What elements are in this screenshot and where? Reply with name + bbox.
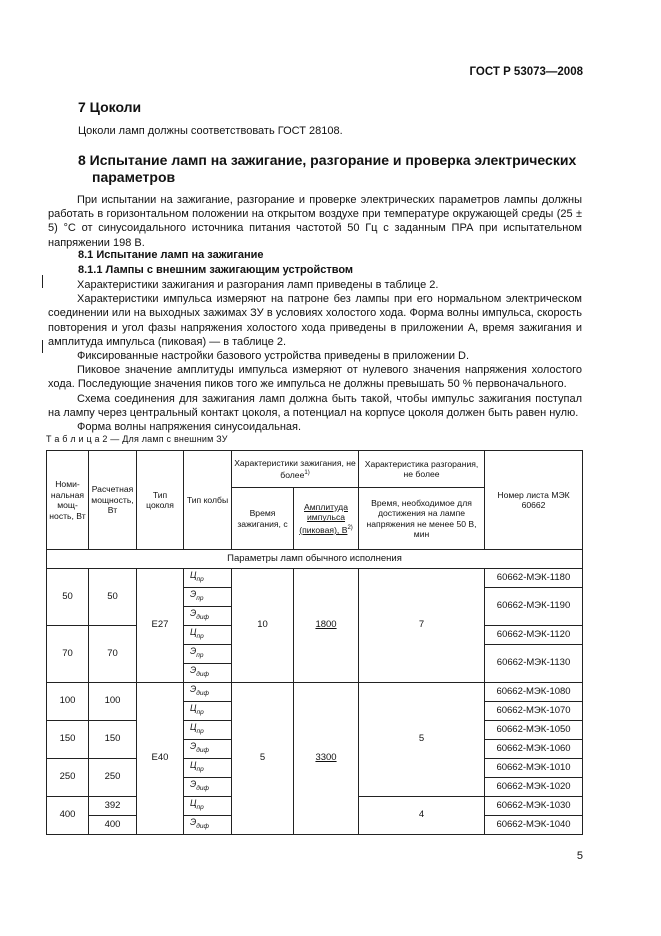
cell-warmup: 7 <box>359 569 485 683</box>
bulb-letter: Э <box>190 589 197 600</box>
cell-bulb <box>184 664 232 683</box>
cell-calc: 400 <box>89 816 137 835</box>
cell-sheet: 60662-МЭК-1190 <box>485 588 583 626</box>
change-bar <box>42 340 43 353</box>
paragraph-1: Характеристики зажигания и разгорания ламп приведены в таблице 2. <box>77 279 439 291</box>
bulb-sub: диф <box>196 614 209 622</box>
cell-nominal: 400 <box>47 797 89 835</box>
bulb-letter: Ц <box>190 703 197 714</box>
bulb-sub: диф <box>196 747 209 755</box>
bulb-sub: пр <box>196 595 204 603</box>
section-8-title-line1: 8 Испытание ламп на зажигание, разгорание и проверка электрических <box>78 152 577 168</box>
section-8-1-title: 8.1 Испытание ламп на зажигание <box>78 249 264 261</box>
section-8-paragraph: При испытании на зажигание, разгорание и проверке электрических параметров лампы должны работать в горизонтальном положении на открытом воздухе при температуре окружающей среды (25 ± 5) °С от синусоидального источника питания частотой 50 Гц с заданным ПРА при испытательном напряжении 198 В. <box>48 194 582 249</box>
section-8-title <box>78 152 576 186</box>
header-pulse-amplitude <box>294 488 359 550</box>
bulb-sub: пр <box>196 633 204 641</box>
bulb-sub: пр <box>196 804 204 812</box>
cell-sheet: 60662-МЭК-1180 <box>485 569 583 588</box>
bulb-letter: Э <box>190 817 197 828</box>
section-7-text: Цоколи ламп должны соответствовать ГОСТ 28108. <box>78 125 343 137</box>
cell-sheet: 60662-МЭК-1130 <box>485 645 583 683</box>
change-bar <box>42 275 43 288</box>
cell-warmup: 5 <box>359 683 485 797</box>
cell-calc: 150 <box>89 721 137 759</box>
cell-nominal: 150 <box>47 721 89 759</box>
bulb-letter: Э <box>190 646 197 657</box>
bulb-sub: пр <box>196 652 204 660</box>
bulb-sub: диф <box>196 823 209 831</box>
section-8-1-1-title: 8.1.1 Лампы с внешним зажигающим устройством <box>78 264 354 276</box>
table-2 <box>46 450 583 835</box>
cell-sheet: 60662-МЭК-1050 <box>485 721 583 740</box>
bulb-sub: диф <box>196 671 209 679</box>
bulb-sub: пр <box>196 766 204 774</box>
cell-bulb <box>184 683 232 702</box>
cell-calc: 50 <box>89 569 137 626</box>
cell-bulb <box>184 588 232 607</box>
cell-sheet: 60662-МЭК-1070 <box>485 702 583 721</box>
cell-base: E27 <box>137 569 184 683</box>
bulb-sub: пр <box>196 709 204 717</box>
cell-nominal: 50 <box>47 569 89 626</box>
bulb-letter: Э <box>190 665 197 676</box>
section-8-1-1-body <box>48 278 582 434</box>
paragraph-2: Характеристики импульса измеряют на патроне без лампы при его нормальном электрическом соединении или на выходных зажимах ЗУ в условиях холостого хода. Форма волны импульса, скорость повторения и угол фазы напряжения холостого хода приведены в приложении А, время зажигания и амплитуда импульса (пиковая) — в таблице 2. <box>48 293 582 348</box>
cell-warmup: 4 <box>359 797 485 835</box>
paragraph-5: Схема соединения для зажигания ламп должна быть такой, чтобы импульс зажигания поступал на лампу через центральный контакт цоколя, а потенциал на корпусе цоколя должен быть равен нулю. <box>48 392 582 419</box>
cell-nominal: 100 <box>47 683 89 721</box>
cell-bulb <box>184 569 232 588</box>
bulb-letter: Э <box>190 608 197 619</box>
bulb-sub: пр <box>196 728 204 736</box>
table-caption: Т а б л и ц а 2 — Для ламп с внешним ЗУ <box>46 434 228 444</box>
cell-nominal: 250 <box>47 759 89 797</box>
bulb-letter: Ц <box>190 570 197 581</box>
cell-bulb <box>184 797 232 816</box>
cell-bulb <box>184 759 232 778</box>
cell-nominal: 70 <box>47 626 89 683</box>
paragraph-6: Форма волны напряжения синусоидальная. <box>77 421 302 434</box>
section-8-title-line2: параметров <box>92 169 176 185</box>
header-base-type: Тип цоколя <box>137 451 184 550</box>
bulb-letter: Ц <box>190 798 197 809</box>
cell-bulb <box>184 721 232 740</box>
cell-time: 5 <box>232 683 294 835</box>
footnote-mark-2: 2) <box>347 524 353 531</box>
bulb-letter: Э <box>190 779 197 790</box>
footnote-mark-1: 1) <box>304 470 310 477</box>
header-nominal-power: Номи-нальная мощ-ность, Вт <box>47 451 89 550</box>
header-calc-power: Расчетная мощность, Вт <box>89 451 137 550</box>
cell-calc: 100 <box>89 683 137 721</box>
section-7-title: 7 Цоколи <box>78 99 142 115</box>
cell-bulb <box>184 740 232 759</box>
header-ignition-text: Характеристики зажигания, не более <box>234 457 356 480</box>
cell-bulb <box>184 816 232 835</box>
cell-base: E40 <box>137 683 184 835</box>
cell-bulb <box>184 626 232 645</box>
cell-bulb <box>184 645 232 664</box>
header-ignition <box>232 451 359 488</box>
bulb-letter: Ц <box>190 627 197 638</box>
cell-bulb <box>184 702 232 721</box>
cell-sheet: 60662-МЭК-1020 <box>485 778 583 797</box>
cell-sheet: 60662-МЭК-1030 <box>485 797 583 816</box>
cell-sheet: 60662-МЭК-1120 <box>485 626 583 645</box>
cell-calc: 70 <box>89 626 137 683</box>
header-sheet-number: Номер листа МЭК 60662 <box>485 451 583 550</box>
bulb-sub: диф <box>196 690 209 698</box>
cell-sheet: 60662-МЭК-1080 <box>485 683 583 702</box>
cell-calc: 250 <box>89 759 137 797</box>
cell-bulb <box>184 778 232 797</box>
bulb-letter: Ц <box>190 760 197 771</box>
page-number: 5 <box>576 850 583 862</box>
cell-sheet: 60662-МЭК-1040 <box>485 816 583 835</box>
bulb-letter: Э <box>190 741 197 752</box>
header-ignition-time: Время зажигания, с <box>232 488 294 550</box>
cell-amplitude: 3300 <box>294 683 359 835</box>
header-warmup-time: Время, необходимое для достижения на лампе напряжения не менее 50 В, мин <box>359 488 485 550</box>
header-bulb-type: Тип колбы <box>184 451 232 550</box>
cell-amplitude: 1800 <box>294 569 359 683</box>
cell-time: 10 <box>232 569 294 683</box>
bulb-letter: Э <box>190 684 197 695</box>
bulb-sub: пр <box>196 576 204 584</box>
table-section-row: Параметры ламп обычного исполнения <box>47 550 583 569</box>
cell-calc: 392 <box>89 797 137 816</box>
header-pulse-amplitude-text: Амплитуда импульса (пиковая), В <box>299 501 348 535</box>
cell-sheet: 60662-МЭК-1010 <box>485 759 583 778</box>
bulb-sub: диф <box>196 785 209 793</box>
bulb-letter: Ц <box>190 722 197 733</box>
cell-bulb <box>184 607 232 626</box>
paragraph-3: Фиксированные настройки базового устройства приведены в приложении D. <box>77 350 470 363</box>
cell-sheet: 60662-МЭК-1060 <box>485 740 583 759</box>
document-header: ГОСТ Р 53073—2008 <box>469 66 583 78</box>
paragraph-4: Пиковое значение амплитуды импульса измеряют от нулевого значения напряжения холостого хода. Последующие значения пиков того же импульса не должны превышать 50 % первоначального. <box>48 364 582 391</box>
header-warmup: Характеристика разгорания, не более <box>359 451 485 488</box>
